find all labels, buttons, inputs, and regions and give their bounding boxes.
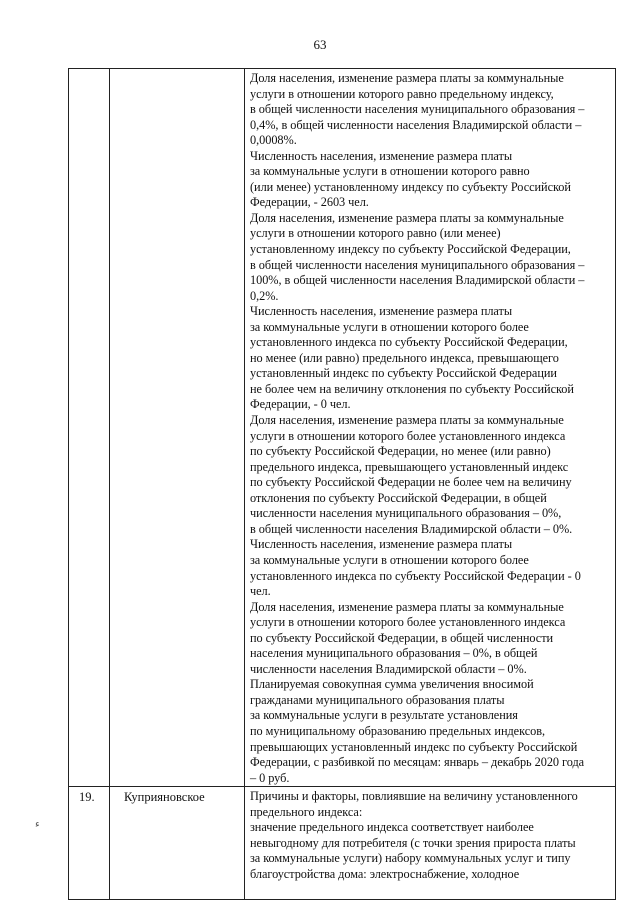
text-line: населения муниципального образования – 0%, в общей [250,646,538,661]
text-line: Причины и факторы, повлиявшие на величину установленного [250,789,578,804]
municipality-name [110,69,244,72]
text-line: в общей численности населения муниципального образования – [250,257,585,272]
text-line: за коммунальные услуги в отношении которого равно [250,164,530,179]
text-line: численности населения Владимирской области – 0%. [250,661,527,676]
text-line: 0,0008%. [250,133,297,148]
municipal-index-table [68,68,616,900]
text-line: за коммунальные услуги в результате установления [250,708,518,723]
text-line: значение предельного индекса соответствует наиболее [250,820,534,835]
text-line: по субъекту Российской Федерации, но менее (или равно) [250,444,551,459]
text-line: предельного индекса, превышающего установленный индекс [250,459,569,474]
text-line: гражданами муниципального образования платы [250,692,505,707]
text-line: невыгодному для потребителя (с точки зрения прироста платы [250,835,576,850]
text-line: Федерации, - 2603 чел. [250,195,369,210]
row-number [69,69,109,72]
text-line: установленного индекса по субъекту Российской Федерации - 0 [250,568,581,583]
description-cell [245,787,616,900]
text-line: предельного индекса: [250,804,363,819]
text-line: чел. [250,584,271,599]
text-line: численности населения муниципального образования – 0%, [250,506,562,521]
municipality-name-cell [110,787,245,900]
text-line: в общей численности населения Владимирской области – 0%. [250,521,573,536]
text-line: – 0 руб. [250,770,290,785]
text-line: за коммунальные услуги в отношении которого более [250,319,529,334]
text-line: установленный индекс по субъекту Российской Федерации [250,366,557,381]
table-row [69,787,616,900]
text-line: (или менее) установленному индексу по субъекту Российской [250,179,571,194]
text-line: 0,4%, в общей численности населения Владимирской области – [250,117,582,132]
text-line: установленному индексу по субъекту Российской Федерации, [250,242,571,257]
text-line: превышающих установленный индекс по субъекту Российской [250,739,578,754]
text-line: Доля населения, изменение размера платы за коммунальные [250,413,564,428]
text-line: Численность населения, изменение размера платы [250,537,513,552]
text-line: Доля населения, изменение размера платы за коммунальные [250,71,564,85]
text-line: услуги в отношении которого более установленного индекса [250,428,566,443]
text-line: услуги в отношении которого более установленного индекса [250,615,566,630]
description-text [245,787,615,882]
text-line: не более чем на величину отклонения по субъекту Российской [250,381,574,396]
text-line: отклонения по субъекту Российской Федерации, в общей [250,490,547,505]
municipality-name-cell [110,69,245,787]
page-number: 63 [313,37,327,52]
row-number: 19. [79,790,95,805]
text-line: Федерации, - 0 чел. [250,397,351,412]
text-line: Доля населения, изменение размера платы за коммунальные [250,210,564,225]
description-text [245,69,615,786]
text-line: но менее (или равно) предельного индекса, превышающего [250,350,559,365]
text-line: установленного индекса по субъекту Российской Федерации, [250,335,568,350]
text-line: услуги в отношении которого равно (или менее) [250,226,501,241]
text-line: Планируемая совокупная сумма увеличения вносимой [250,677,534,692]
text-line: Федерации, с разбивкой по месяцам: январь – декабрь 2020 года [250,755,585,770]
description-cell [245,69,616,787]
text-line: 100%, в общей численности населения Владимирской области – [250,273,585,288]
text-line: по субъекту Российской Федерации, в общей численности [250,630,554,645]
text-line: в общей численности населения муниципального образования – [250,102,585,117]
table-row [69,69,616,787]
text-line: по муниципальному образованию предельных индексов, [250,723,545,738]
text-line: за коммунальные услуги в отношении которого более [250,552,529,567]
text-line: Численность населения, изменение размера платы [250,148,513,163]
text-line: благоустройства дома: электроснабжение, холодное [250,866,520,881]
text-line: Доля населения, изменение размера платы за коммунальные [250,599,564,614]
margin-mark: ء [35,819,40,830]
municipality-name: Куприяновское [124,790,205,805]
row-number-cell [69,69,110,787]
text-line: услуги в отношении которого равно предельному индексу, [250,86,554,101]
text-line: 0,2%. [250,288,279,303]
text-line: Численность населения, изменение размера платы [250,304,513,319]
row-number-cell [69,787,110,900]
text-line: за коммунальные услуги) набору коммунальных услуг и типу [250,851,571,866]
text-line: по субъекту Российской Федерации не более чем на величину [250,475,572,490]
